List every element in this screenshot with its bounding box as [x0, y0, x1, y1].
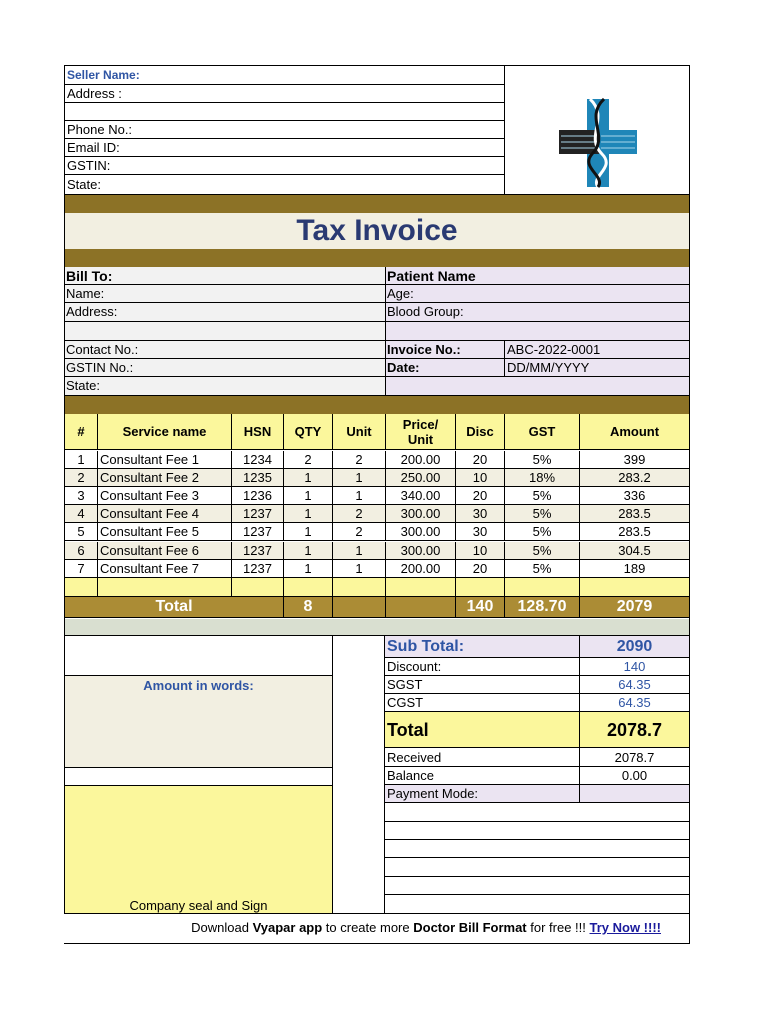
payment-mode-value [580, 785, 689, 803]
col-header-qty: QTY [284, 414, 333, 450]
cell-gst: 18% [505, 469, 580, 486]
grand-total-value: 2078.7 [580, 712, 689, 748]
cell-price: 200.00 [386, 560, 456, 577]
cell-qty: 1 [284, 542, 333, 559]
cell-index: 2 [65, 469, 98, 486]
bill-to-gstin-label: GSTIN No.: [65, 359, 386, 377]
blank-cell-divider [65, 578, 98, 596]
patient-state-row [386, 377, 689, 395]
table-row-blank [65, 578, 689, 596]
patient-blood-label: Blood Group: [386, 303, 689, 322]
blank-cell-divider [284, 578, 333, 596]
cell-hsn: 1237 [232, 505, 284, 522]
footer-t3: to create more [322, 920, 414, 935]
cell-index: 7 [65, 560, 98, 577]
cell-disc: 10 [456, 542, 505, 559]
balance-value: 0.00 [580, 767, 689, 785]
cell-service: Consultant Fee 7 [98, 560, 232, 577]
items-total-row [65, 596, 689, 618]
summary-blank-3 [385, 840, 689, 858]
patient-name-header: Patient Name [386, 267, 689, 285]
received-label: Received [385, 748, 580, 767]
cell-disc: 30 [456, 505, 505, 522]
subtotal-label: Sub Total: [385, 636, 580, 658]
seller-name-label: Seller Name: [65, 66, 505, 85]
blank-cell-divider [98, 578, 232, 596]
cell-amount: 283.2 [618, 470, 651, 486]
cell-gst: 5% [505, 560, 580, 577]
cell-unit: 2 [333, 523, 386, 540]
table-top-bar [64, 396, 690, 414]
cell-qty: 1 [284, 469, 333, 486]
cell-price: 250.00 [386, 469, 456, 486]
cell-qty: 1 [284, 560, 333, 577]
footer [64, 914, 690, 944]
sgst-value: 64.35 [580, 676, 689, 694]
seller-block [64, 65, 690, 195]
summary-blank-6 [385, 895, 689, 914]
medical-cross-dna-icon [506, 66, 689, 194]
cell-index: 4 [65, 505, 98, 522]
cell-hsn: 1237 [232, 523, 284, 540]
bill-to-header: Bill To: [65, 267, 386, 285]
items-header-row [65, 414, 689, 450]
cell-hsn: 1234 [232, 451, 284, 468]
invoice-no-value: ABC-2022-0001 [505, 341, 689, 359]
table-row [65, 560, 689, 578]
sgst-label: SGST [385, 676, 580, 694]
cell-disc: 20 [456, 451, 505, 468]
title-top-bar [64, 195, 690, 213]
cell-index: 3 [65, 487, 98, 504]
footer-text [191, 920, 661, 935]
seal-box [65, 786, 332, 914]
cell-unit: 2 [333, 451, 386, 468]
table-row [65, 505, 689, 523]
cell-unit: 1 [333, 542, 386, 559]
table-row [65, 487, 689, 505]
items-rows [65, 451, 689, 596]
cell-price: 300.00 [386, 523, 456, 540]
patient-blank-row [386, 322, 689, 341]
seller-gstin-label: GSTIN: [65, 157, 505, 175]
logo [506, 66, 689, 194]
col-header-service: Service name [98, 414, 232, 450]
invoice-no-label: Invoice No.: [386, 341, 505, 359]
table-row [65, 542, 689, 560]
cell-price: 300.00 [386, 505, 456, 522]
bill-to-block [64, 267, 690, 396]
footer-t5: for free !!! [526, 920, 590, 935]
patient-age-label: Age: [386, 285, 689, 303]
date-value: DD/MM/YYYY [505, 359, 689, 377]
cell-service: Consultant Fee 2 [98, 469, 232, 486]
cell-service: Consultant Fee 1 [98, 451, 232, 468]
cell-service: Consultant Fee 3 [98, 487, 232, 504]
amount-in-words-box [65, 676, 332, 768]
left-panel [64, 636, 333, 914]
summary-blank-1 [385, 803, 689, 822]
cgst-value: 64.35 [580, 694, 689, 712]
title-bottom-bar [64, 249, 690, 267]
cell-qty: 1 [284, 523, 333, 540]
col-header-price: Price/ Unit [386, 414, 456, 450]
cell-index: 6 [65, 542, 98, 559]
seller-phone-label: Phone No.: [65, 121, 505, 139]
table-row [65, 469, 689, 487]
cell-unit: 1 [333, 560, 386, 577]
col-header-index: # [65, 414, 98, 450]
table-row [65, 451, 689, 469]
payment-mode-label: Payment Mode: [385, 785, 580, 803]
blank-cell-divider [386, 578, 456, 596]
cell-gst: 5% [505, 451, 580, 468]
cell-unit: 2 [333, 505, 386, 522]
bill-to-address-label: Address: [65, 303, 386, 322]
cell-unit: 1 [333, 487, 386, 504]
cell-amount: 399 [623, 452, 646, 467]
grand-total-label: Total [385, 712, 580, 748]
discount-label: Discount: [385, 658, 580, 676]
table-row [65, 523, 689, 541]
summary-blank-4 [385, 858, 689, 877]
seller-email-label: Email ID: [65, 139, 505, 157]
cell-amount: 304.5 [618, 542, 651, 558]
received-value: 2078.7 [580, 748, 689, 767]
cell-disc: 20 [456, 487, 505, 504]
cell-amount: 283.5 [618, 524, 651, 540]
cell-disc: 10 [456, 469, 505, 486]
bill-to-address-line2 [65, 322, 386, 341]
balance-label: Balance [385, 767, 580, 785]
left-blank-top [65, 636, 332, 676]
cell-hsn: 1235 [232, 469, 284, 486]
blank-cell-divider [456, 578, 505, 596]
summary-blank-5 [385, 877, 689, 895]
invoice-title: Tax Invoice [64, 213, 690, 249]
try-now-link[interactable]: Try Now !!!! [589, 920, 661, 935]
total-disc: 140 [456, 597, 505, 617]
footer-t1: Download [191, 920, 253, 935]
blank-cell-divider [505, 578, 580, 596]
cell-disc: 30 [456, 523, 505, 540]
cell-qty: 1 [284, 487, 333, 504]
cell-service: Consultant Fee 4 [98, 505, 232, 522]
cell-price: 340.00 [386, 487, 456, 504]
seller-address-line2 [65, 103, 505, 121]
amount-in-words-label: Amount in words: [143, 678, 254, 693]
seller-state-label: State: [65, 175, 505, 194]
middle-gap [333, 636, 385, 914]
summary-panel [385, 636, 690, 914]
cgst-label: CGST [385, 694, 580, 712]
cell-unit: 1 [333, 469, 386, 486]
cell-gst: 5% [505, 523, 580, 540]
cell-hsn: 1237 [232, 542, 284, 559]
cell-index: 1 [65, 451, 98, 468]
total-label: Total [65, 597, 284, 617]
cell-price: 200.00 [386, 451, 456, 468]
blank-cell-divider [333, 578, 386, 596]
cell-index: 5 [65, 523, 98, 540]
cell-gst: 5% [505, 487, 580, 504]
footer-t2: Vyapar app [252, 920, 323, 935]
col-header-amount: Amount [609, 424, 660, 439]
col-header-hsn: HSN [232, 414, 284, 450]
total-unit-blank [333, 597, 386, 617]
total-price-blank [386, 597, 456, 617]
items-table [64, 414, 690, 620]
cell-qty: 1 [284, 505, 333, 522]
bill-to-contact-label: Contact No.: [65, 341, 386, 359]
footer-t4: Doctor Bill Format [413, 920, 527, 935]
cell-amount: 336 [623, 488, 646, 504]
seller-address-label: Address : [65, 85, 505, 103]
bill-to-name-label: Name: [65, 285, 386, 303]
date-label: Date: [386, 359, 505, 377]
blank-cell-divider [232, 578, 284, 596]
cell-service: Consultant Fee 6 [98, 542, 232, 559]
cell-hsn: 1236 [232, 487, 284, 504]
cell-amount: 283.5 [618, 506, 651, 522]
cell-disc: 20 [456, 560, 505, 577]
company-seal-label: Company seal and Sign [129, 898, 268, 913]
col-header-unit: Unit [333, 414, 386, 450]
cell-hsn: 1237 [232, 560, 284, 577]
left-blank-mid [65, 768, 332, 786]
bill-to-state-label: State: [65, 377, 386, 395]
cell-gst: 5% [505, 505, 580, 522]
col-header-gst: GST [505, 414, 580, 450]
col-header-disc: Disc [456, 414, 505, 450]
cell-service: Consultant Fee 5 [98, 523, 232, 540]
cell-gst: 5% [505, 542, 580, 559]
subtotal-value: 2090 [580, 636, 689, 658]
total-amount: 2079 [616, 598, 653, 615]
summary-spacer [64, 619, 690, 636]
cell-price: 300.00 [386, 542, 456, 559]
summary-blank-2 [385, 822, 689, 840]
total-gst: 128.70 [505, 597, 580, 617]
cell-qty: 2 [284, 451, 333, 468]
discount-value: 140 [580, 658, 689, 676]
total-qty: 8 [284, 597, 333, 617]
cell-amount: 189 [623, 560, 646, 576]
